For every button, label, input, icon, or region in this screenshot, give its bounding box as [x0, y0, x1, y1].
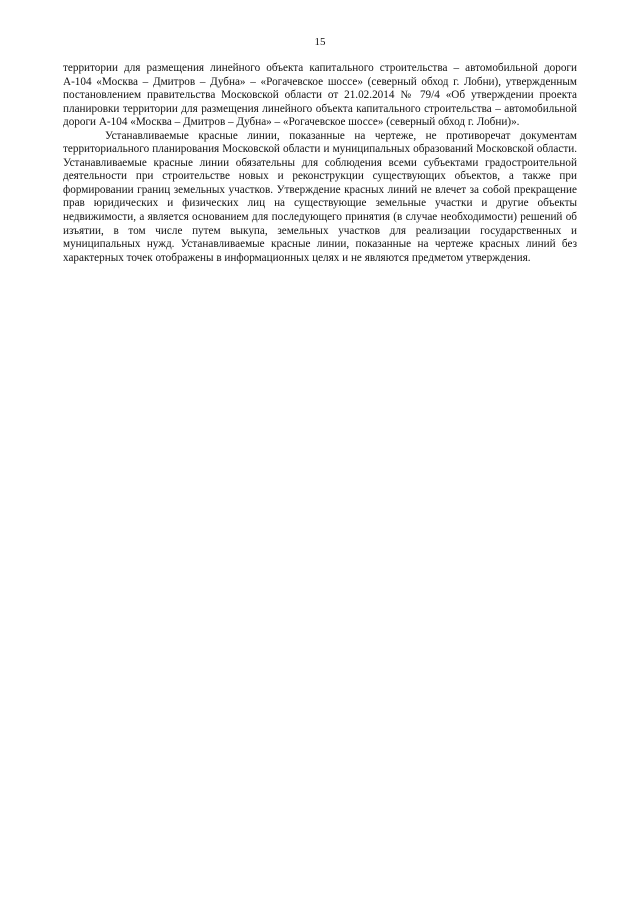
document-body — [63, 62, 577, 265]
paragraph-red-lines: Устанавливаемые красные линии, показанные на чертеже, не противоречат документам территориального планирования Московской области и муниципальных образований Московской области. Устанавливаемые красные линии обязательны для соблюдения всеми субъектами градостроительной деятельности при строительстве новых и реконструкции существующих объектов, а также при формировании границ земельных участков. Утверждение красных линий не влечет за собой прекращение прав юридических и физических лиц на существующие земельные участки и другие объекты недвижимости, а является основанием для последующего принятия (в случае необходимости) решений об изъятии, в том числе путем выкупа, земельных участков для реализации государственных и муниципальных нужд. Устанавливаемые красные линии, показанные на чертеже красных линий без характерных точек отображены в информационных целях и не являются предметом утверждения. — [63, 129, 577, 264]
paragraph-continuation: территории для размещения линейного объекта капитального строительства – автомобильной дороги А-104 «Москва – Дмитров – Дубна» – «Рогачевское шоссе» (северный обход г. Лобни), утвержденным постановлением правительства Московской области от 21.02.2014 № 79/4 «Об утверждении проекта планировки территории для размещения линейного объекта капитального строительства – автомобильной дороги А-104 «Москва – Дмитров – Дубна» – «Рогачевское шоссе» (северный обход г. Лобни)». — [63, 62, 577, 129]
page-number: 15 — [314, 36, 326, 48]
